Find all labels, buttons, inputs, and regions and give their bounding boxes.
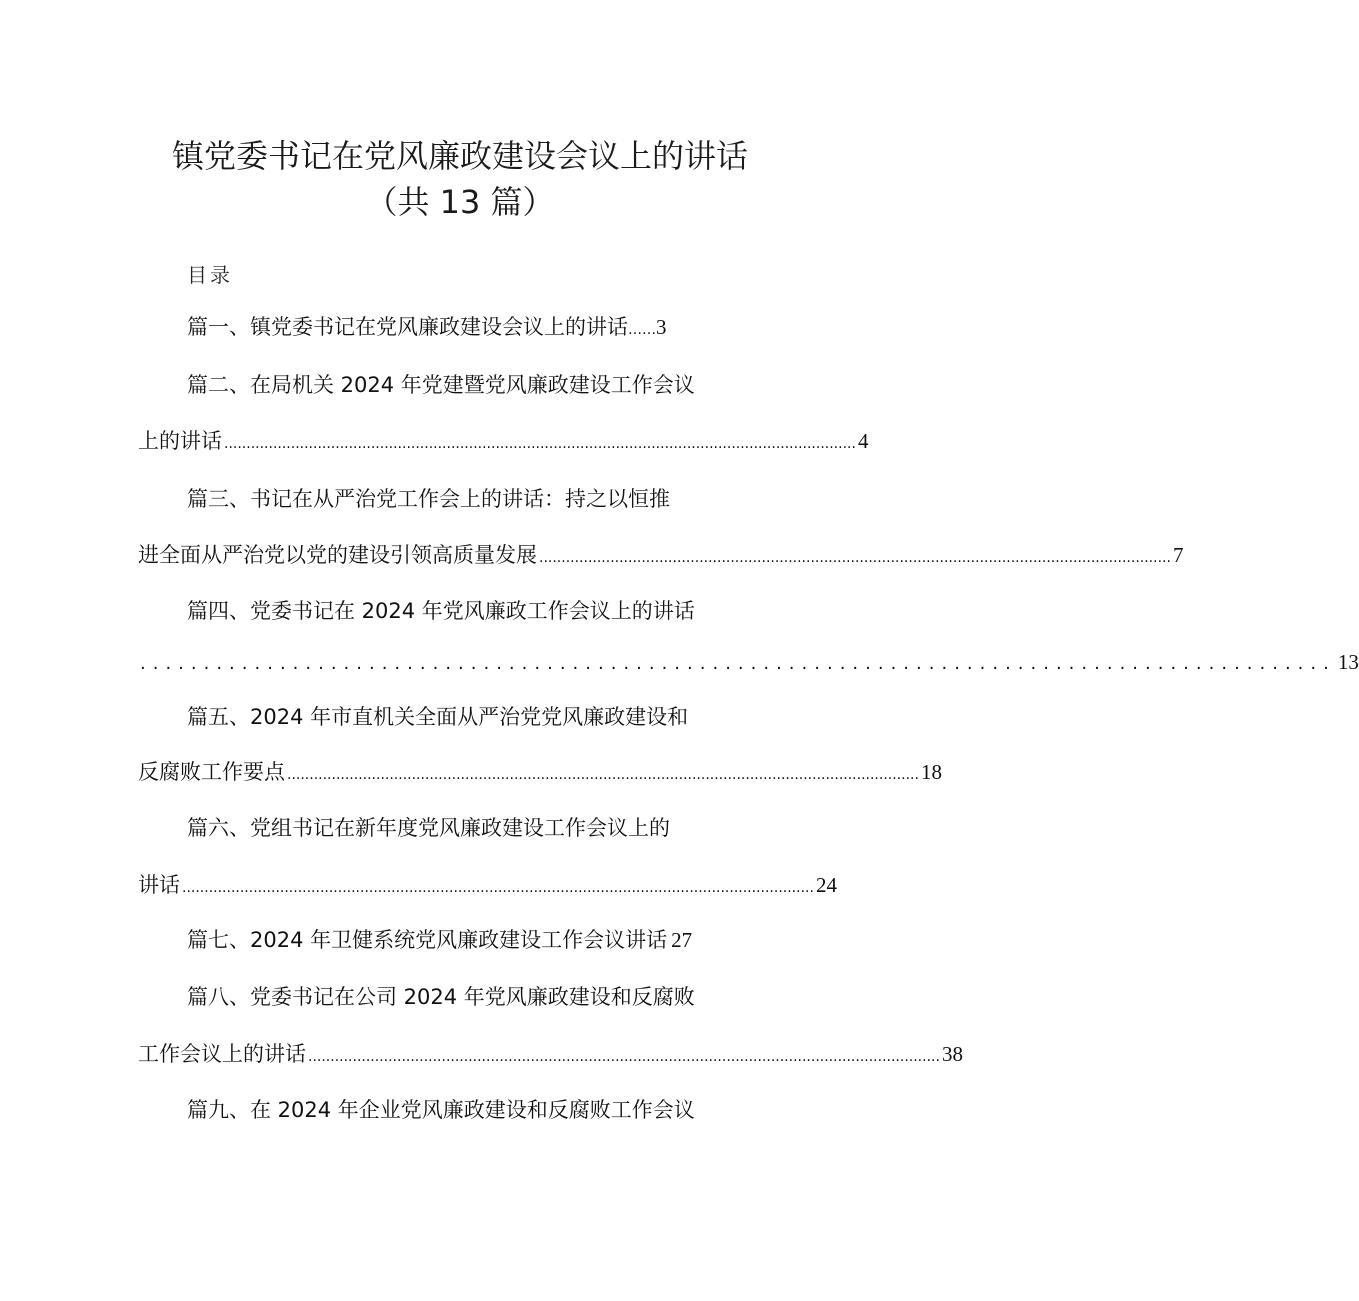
toc-entry-6-line1[interactable]: 篇六、党组书记在新年度党风廉政建设工作会议上的: [187, 816, 670, 840]
toc-entry-1-page: 3: [656, 315, 667, 339]
toc-entry-8-line2: 工作会议上的讲话: [138, 1042, 306, 1066]
toc-entry-7-text: 篇七、2024 年卫健系统党风廉政建设工作会议讲话: [187, 928, 668, 952]
title-line-1: 镇党委书记在党风廉政建设会议上的讲话: [171, 137, 748, 175]
toc-heading: 目录: [187, 263, 233, 287]
toc-entry-5[interactable]: [138, 755, 942, 789]
toc-entry-8[interactable]: [138, 1037, 963, 1071]
toc-entry-7[interactable]: [187, 923, 692, 957]
toc-entry-3-page: 7: [1172, 543, 1184, 567]
toc-entry-2[interactable]: [138, 424, 869, 458]
toc-entry-4[interactable]: [138, 645, 1359, 679]
toc-entry-2-line2: 上的讲话: [138, 429, 222, 453]
toc-entry-8-line1[interactable]: 篇八、党委书记在公司 2024 年党风廉政建设和反腐败: [187, 985, 695, 1009]
toc-entry-5-page: 18: [920, 760, 942, 784]
toc-entry-3[interactable]: [138, 538, 1184, 572]
toc-entry-6[interactable]: [138, 868, 837, 902]
leader-dots: ..............................................................................................................................................: [287, 767, 919, 783]
toc-entry-3-line2: 进全面从严治党以党的建设引领高质量发展: [138, 543, 537, 567]
toc-entry-8-page: 38: [941, 1042, 963, 1066]
toc-entry-6-page: 24: [815, 873, 837, 897]
leader-dots: ..............................................................................................................................................: [308, 1049, 940, 1065]
toc-entry-4-page: 13: [1337, 650, 1359, 674]
toc-entry-7-page: 27: [671, 928, 693, 952]
toc-entry-3-line1[interactable]: 篇三、书记在从严治党工作会上的讲话：持之以恒推: [187, 487, 670, 511]
leader-dots: ..............................................................................................................................................: [539, 550, 1171, 566]
leader-dots: ..............................................................................................: [140, 653, 1336, 674]
document-title: [0, 133, 920, 225]
toc-entry-1[interactable]: [187, 310, 667, 344]
toc-entry-1-text: 篇一、镇党委书记在党风廉政建设会议上的讲话: [187, 315, 628, 339]
toc-entry-4-line1[interactable]: 篇四、党委书记在 2024 年党风廉政工作会议上的讲话: [187, 599, 695, 623]
leader-dots: ..............................................................................................................................................: [182, 880, 814, 896]
toc-entry-5-line1[interactable]: 篇五、2024 年市直机关全面从严治党党风廉政建设和: [187, 705, 689, 729]
toc-entry-2-line1[interactable]: 篇二、在局机关 2024 年党建暨党风廉政建设工作会议: [187, 373, 695, 397]
title-line-2: （共 13 篇）: [365, 183, 555, 221]
toc-entry-2-page: 4: [857, 429, 869, 453]
toc-entry-5-line2: 反腐败工作要点: [138, 760, 285, 784]
toc-entry-6-line2: 讲话: [138, 873, 180, 897]
leader-dots: ..............................................................................................................................................: [224, 436, 856, 452]
toc-entry-9-line1[interactable]: 篇九、在 2024 年企业党风廉政建设和反腐败工作会议: [187, 1098, 695, 1122]
toc-entry-1-dots: ……: [628, 322, 656, 338]
